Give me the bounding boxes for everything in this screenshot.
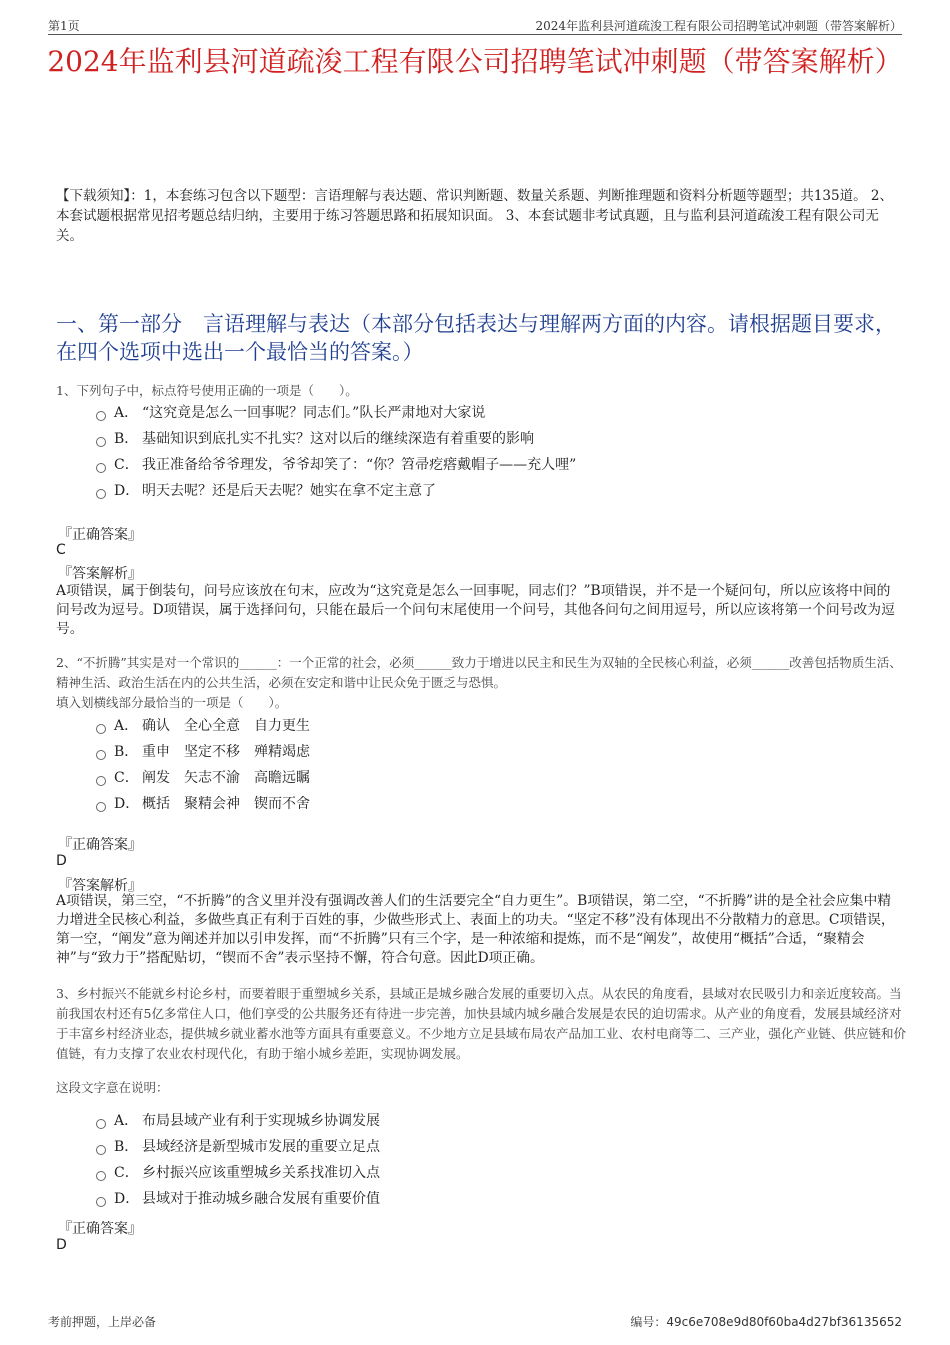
radio-icon[interactable]	[96, 1119, 106, 1129]
question-3-options	[96, 1108, 876, 1212]
question-1-options	[96, 400, 876, 504]
analysis-text: A项错误，第三空，“不折腾”的含义里并没有强调改善人们的生活要完全“自力更生”。B项错误，第二空，“不折腾”讲的是全社会应集中精力增进全民核心利益，多做些真正有利于百姓的事，少做些形式上、表面上的功夫。“坚定不移”没有体现出不分散精力的意思。C项错误，第一空，“阐发”意为阐述并加以引申发挥，而“不折腾”只有三个字，是一种浓缩和提炼，而不是“阐发”，故使用“概括”合适，“聚精会神”与“致力于”搭配贴切，“锲而不舍”表示坚持不懈，符合句意。因此D项正确。	[56, 893, 895, 966]
section-heading: 一、第一部分 言语理解与表达（本部分包括表达与理解两方面的内容。请根据题目要求，在四个选项中选出一个最恰当的答案。）	[56, 312, 896, 364]
question-3-stem: 3、乡村振兴不能就乡村论乡村，而要着眼于重塑城乡关系，县域正是城乡融合发展的重要切入点。从农民的角度看，县域对农民吸引力和亲近度较高。当前我国农村还有5亿多常住人口，他们享受的公共服务还有待进一步完善，加快县域内城乡融合发展是农民的迫切需求。从产业的角度看，发展县域经济对于丰富乡村经济业态，提供城乡就业蓄水池等方面具有重要意义。不少地方立足县域布局农产品加工业、农村电商等二、三产业，强化产业链、供应链和价值链，有力支撑了农业农村现代化，有助于缩小城乡差距，实现协调发展。	[56, 986, 907, 1061]
radio-icon[interactable]	[96, 802, 106, 812]
option-c[interactable]: C． 乡村振兴应该重塑城乡关系找准切入点	[96, 1160, 876, 1186]
option-c[interactable]: C． 阐发 矢志不渝 高瞻远瞩	[96, 765, 876, 791]
footer-code-label: 编号：	[630, 1315, 667, 1329]
question-3-prompt: 这段文字意在说明：	[56, 1080, 169, 1095]
footer-code	[630, 1313, 902, 1330]
download-notice: 【下载须知】：1，本套练习包含以下题型：言语理解与表达题、常识判断题、数量关系题、判断推理题和资料分析题等题型；共135道。 2、本套试题根据常见招考题总结归纳，主要用于练习答题思路和拓展知识面。 3、本套试题非考试真题，且与监利县河道疏浚工程有限公司无关。	[56, 188, 893, 244]
page-header	[48, 14, 902, 35]
option-d[interactable]: D． 明天去呢？还是后天去呢？她实在拿不定主意了	[96, 478, 876, 504]
header-doc-title: 2024年监利县河道疏浚工程有限公司招聘笔试冲刺题（带答案解析）	[535, 19, 902, 33]
answer-label: 『正确答案』	[58, 837, 142, 853]
analysis-label: 『答案解析』	[58, 566, 142, 582]
option-a[interactable]: A． 确认 全心全意 自力更生	[96, 713, 876, 739]
option-d[interactable]: D． 概括 聚精会神 锲而不舍	[96, 791, 876, 817]
radio-icon[interactable]	[96, 724, 106, 734]
radio-icon[interactable]	[96, 411, 106, 421]
page-number: 第1页	[48, 19, 80, 33]
radio-icon[interactable]	[96, 750, 106, 760]
option-a[interactable]: A． “这究竟是怎么一回事呢？同志们。”队长严肃地对大家说	[96, 400, 876, 426]
question-1-stem: 1、下列句子中，标点符号使用正确的一项是（ ）。	[56, 383, 358, 398]
analysis-label: 『答案解析』	[58, 878, 142, 894]
answer-value: D	[56, 853, 67, 869]
answer-label: 『正确答案』	[58, 1221, 142, 1237]
radio-icon[interactable]	[96, 1171, 106, 1181]
footer-code-value: 49c6e708e9d80f60ba4d27bf36135652	[666, 1315, 902, 1329]
question-2-options	[96, 713, 876, 817]
answer-label: 『正确答案』	[58, 527, 142, 543]
question-2-prompt: 填入划横线部分最恰当的一项是（ ）。	[56, 695, 288, 710]
option-c[interactable]: C． 我正准备给爷爷理发，爷爷却笑了：“你？笤帚疙瘩戴帽子——充人哩”	[96, 452, 876, 478]
answer-value: C	[56, 542, 66, 558]
option-a[interactable]: A． 布局县域产业有利于实现城乡协调发展	[96, 1108, 876, 1134]
radio-icon[interactable]	[96, 437, 106, 447]
radio-icon[interactable]	[96, 489, 106, 499]
footer-slogan: 考前押题，上岸必备	[48, 1315, 157, 1329]
answer-value: D	[56, 1237, 67, 1253]
radio-icon[interactable]	[96, 463, 106, 473]
analysis-text: A项错误，属于倒装句，问号应该放在句末，应改为“这究竟是怎么一回事呢，同志们？”B项错误，并不是一个疑问句，所以应该将中间的问号改为逗号。D项错误，属于选择问句，只能在最后一个问句末尾使用一个问号，其他各问句之间用逗号，所以应该将第一个问号改为逗号。	[56, 583, 895, 637]
option-b[interactable]: B． 重申 坚定不移 殚精竭虑	[96, 739, 876, 765]
option-b[interactable]: B． 基础知识到底扎实不扎实？这对以后的继续深造有着重要的影响	[96, 426, 876, 452]
document-title: 2024年监利县河道疏浚工程有限公司招聘笔试冲刺题（带答案解析）	[47, 45, 903, 78]
option-d[interactable]: D． 县域对于推动城乡融合发展有重要价值	[96, 1186, 876, 1212]
radio-icon[interactable]	[96, 1197, 106, 1207]
radio-icon[interactable]	[96, 1145, 106, 1155]
option-b[interactable]: B． 县域经济是新型城市发展的重要立足点	[96, 1134, 876, 1160]
radio-icon[interactable]	[96, 776, 106, 786]
question-2-stem: 2、“不折腾”其实是对一个常识的______：一个正常的社会，必须______致力于增进以民主和民生为双轴的全民核心利益，必须______改善包括物质生活、精神生活、政治生活在内的公共生活，必须在安定和谐中让民众免于匮乏与恐惧。	[56, 655, 902, 690]
